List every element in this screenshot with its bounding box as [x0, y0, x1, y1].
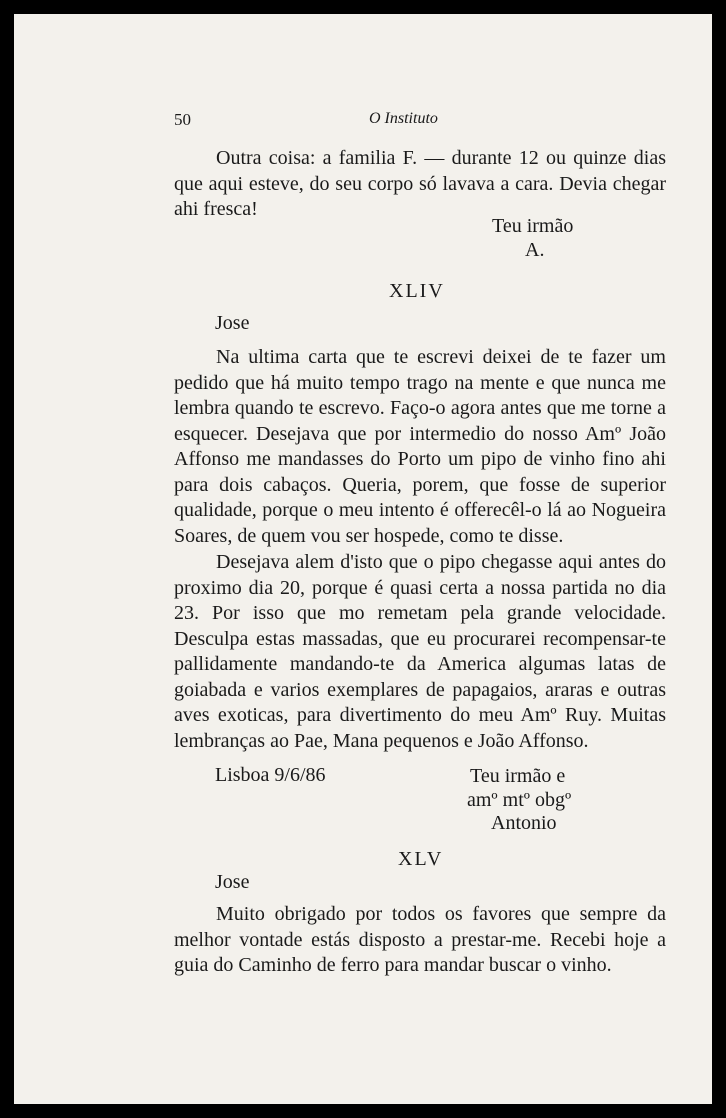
letter-xliv-closing-line-1: Teu irmão e	[470, 765, 566, 787]
letter-xliii-body: Outra coisa: a familia F. — durante 12 ou quinze dias que aqui esteve, do seu corpo só lavava a cara. Devia chegar ahi fresca!	[174, 147, 666, 220]
running-title: O Instituto	[369, 110, 438, 127]
section-numeral-xliv: XLIV	[389, 280, 445, 302]
letter-xlv-paragraph-1: Muito obrigado por todos os favores que sempre da melhor vontade estás disposto a prestar-me. Recebi hoje a guia do Caminho de ferro para mandar buscar o vinho.	[174, 903, 666, 976]
page-number: 50	[174, 110, 191, 129]
letter-xliv-salutation: Jose	[215, 312, 250, 334]
letter-xliii-signature: A.	[525, 239, 545, 261]
letter-xliv-paragraph-2: Desejava alem d'isto que o pipo chegasse aqui antes do proximo dia 20, porque é quasi certa a nossa partida no dia 23. Por isso que mo remetam pela grande velocidade. Desculpa estas massadas, que eu procurarei recompensar-te pallidamente mandando-te da America algumas latas de goiabada e varios exemplares de papagaios, araras e outras aves exoticas, para divertimento do meu Amº Ruy. Muitas lembranças ao Pae, Mana pequenos e João Affonso.	[174, 551, 666, 752]
letter-xliii-closing: Teu irmão	[492, 215, 574, 237]
letter-xlv-salutation: Jose	[215, 871, 250, 893]
letter-xliv-place-date: Lisboa 9/6/86	[215, 764, 326, 786]
book-page	[14, 14, 712, 1104]
section-numeral-xlv: XLV	[398, 848, 444, 870]
letter-xliv-paragraph-1: Na ultima carta que te escrevi deixei de te fazer um pedido que há muito tempo trago na mente e que nunca me lembra quando te escrevo. Faço-o agora antes que me torne a esquecer. Desejava que por intermedio do nosso Amº João Affonso me mandasses do Porto um pipo de vinho fino ahi para dois cabaços. Queria, porem, que fosse de superior qualidade, porque o meu intento é offerecêl-o lá ao Nogueira Soares, de quem vou ser hospede, como te disse.	[174, 346, 666, 547]
letter-xliv-closing-line-2: amº mtº obgº	[467, 789, 572, 811]
letter-xliv-signature: Antonio	[491, 812, 557, 834]
